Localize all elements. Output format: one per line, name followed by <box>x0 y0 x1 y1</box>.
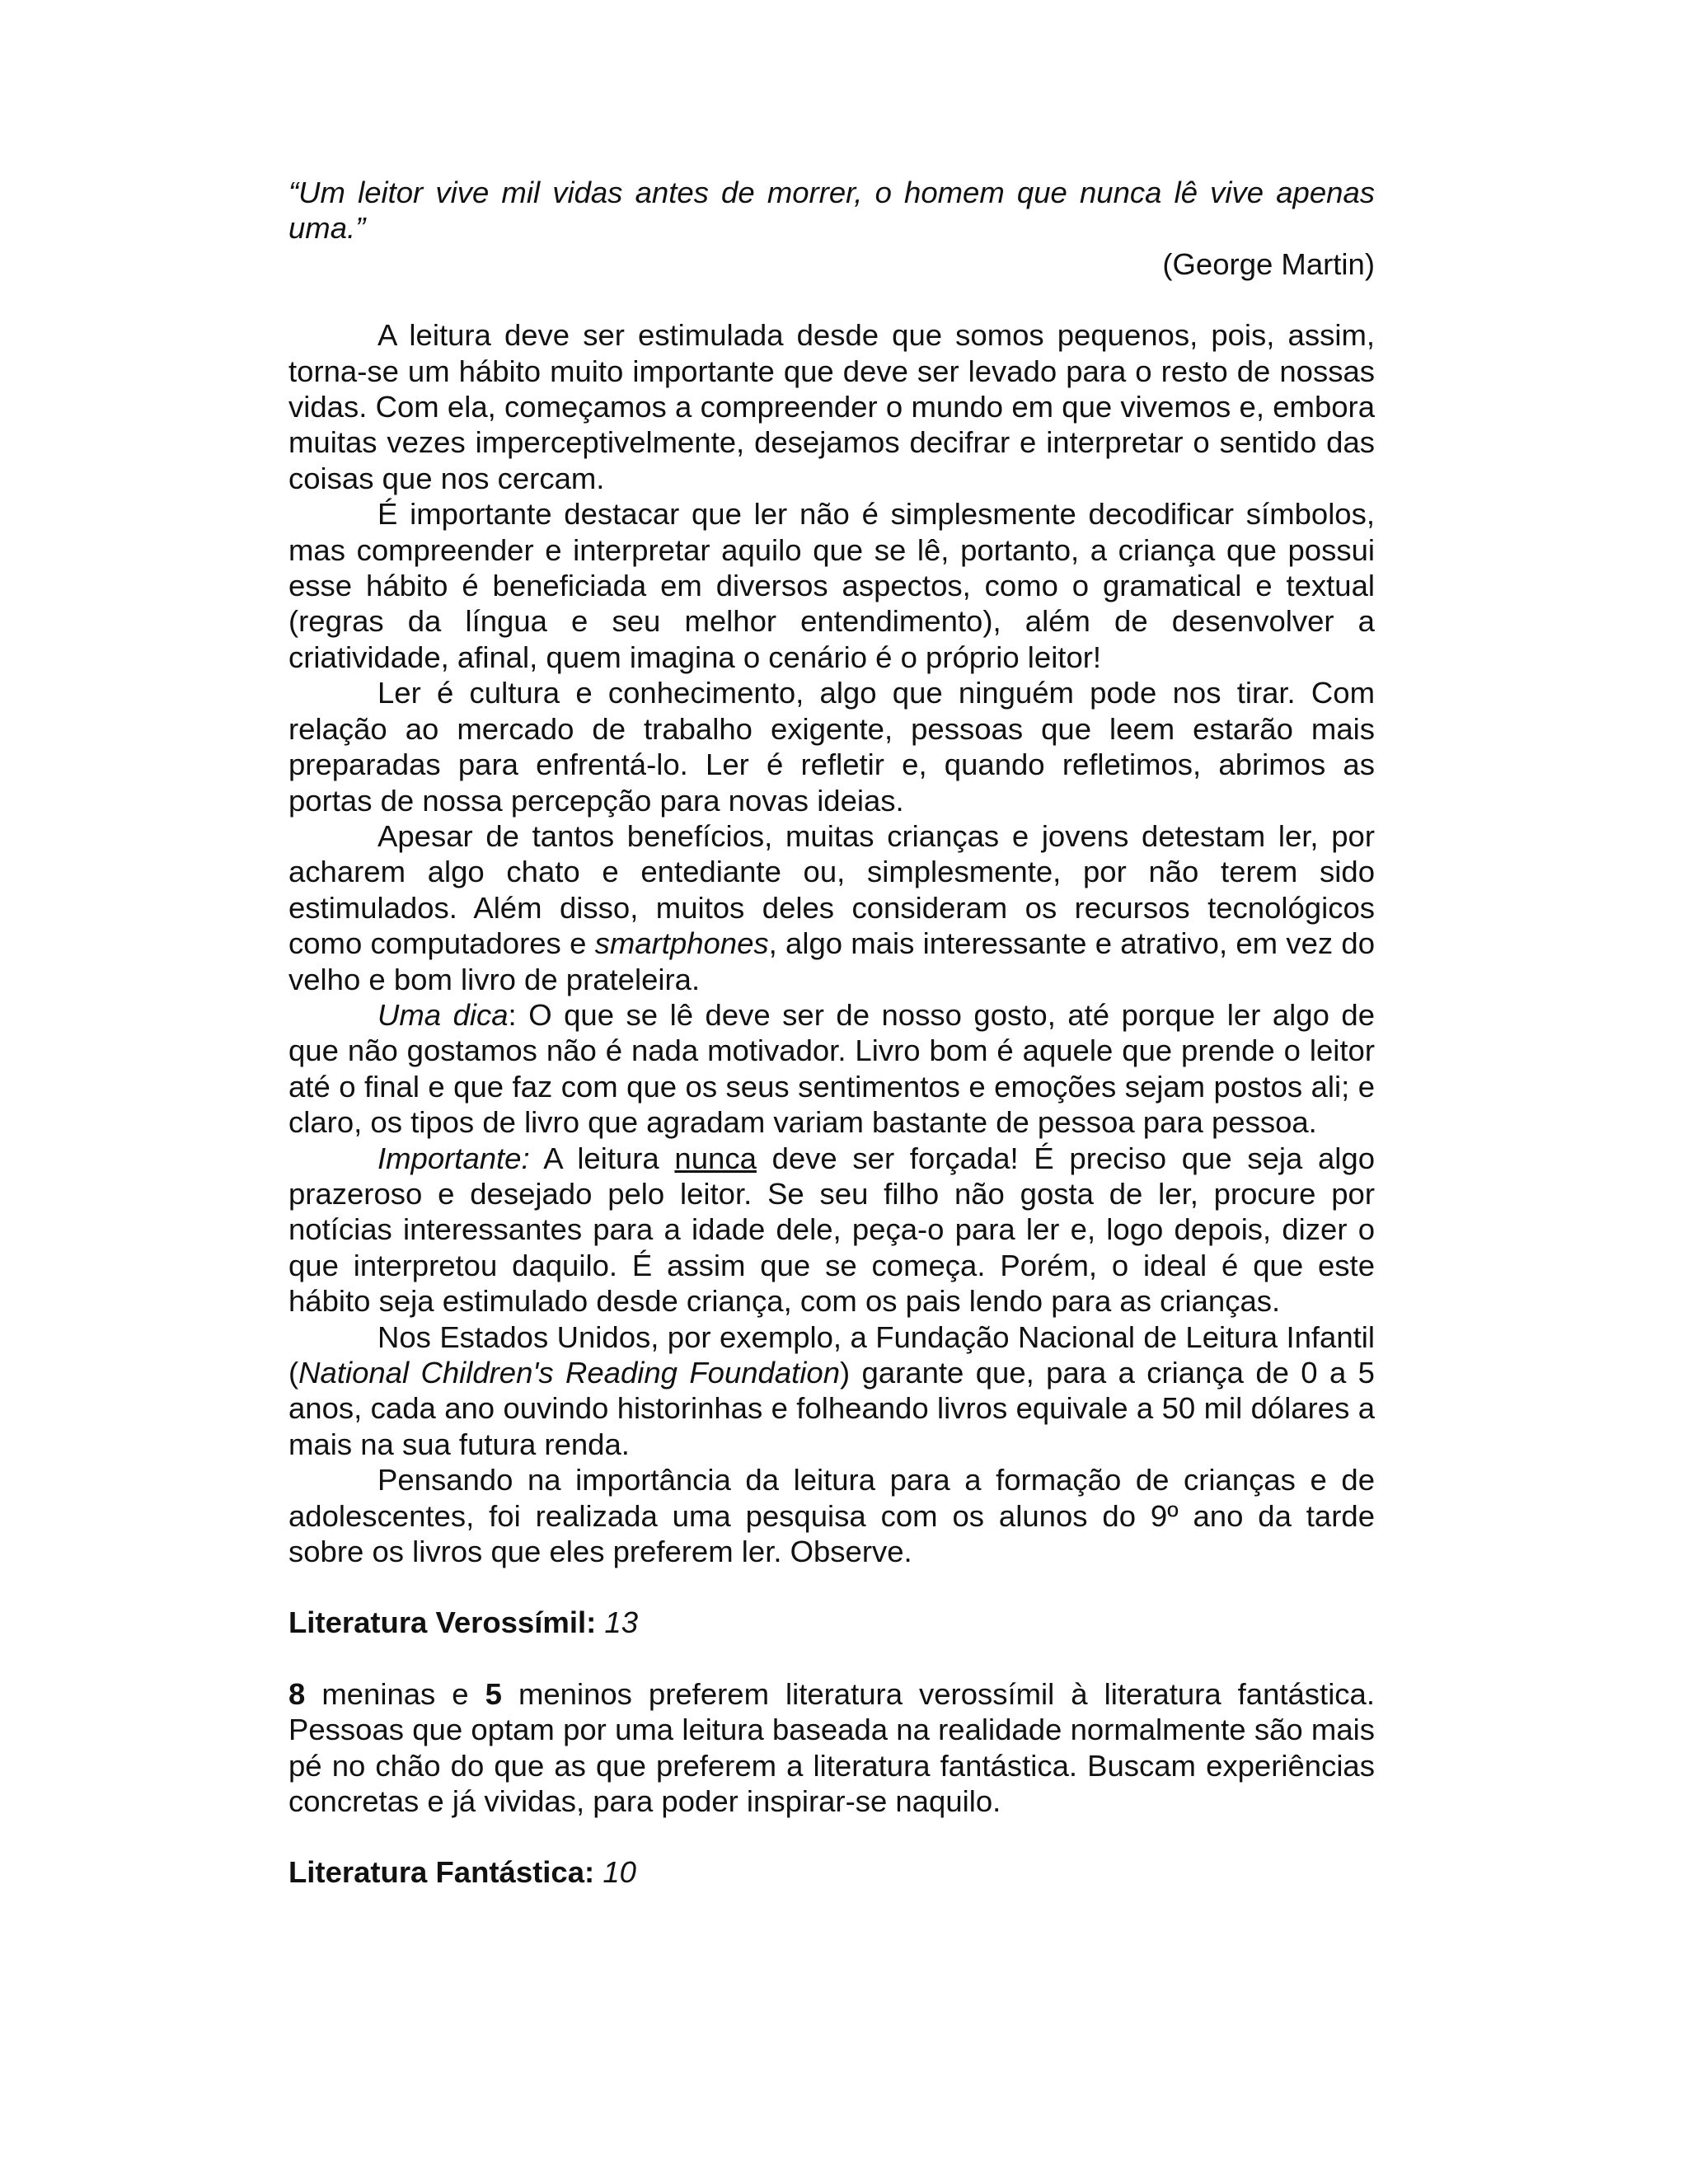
important-text-end: deve ser forçada! É preciso que seja algo prazeroso e desejado pelo leitor. Se seu filho não gosta de ler, procure por notícias interessantes para a idade dele, peça-o para ler e, logo depois, dizer o que interpretou daquilo. É assim que se começa. Porém, o ideal é que este hábito seja estimulado desde criança, com os pais lendo para as crianças. <box>288 1141 1375 1319</box>
never-emphasis: nunca <box>674 1141 757 1175</box>
boys-count: 5 <box>485 1676 502 1711</box>
paragraph-7 <box>288 1319 1375 1463</box>
verossimil-body: meninos preferem literatura verossímil à literatura fantástica. Pessoas que optam por uma leitura baseada na realidade normalmente são mais pé no chão do que as que preferem a literatura fantástica. Buscam experiências concretas e já vividas, para poder inspirar-se naquilo. <box>288 1676 1375 1819</box>
paragraph-3: Ler é cultura e conhecimento, algo que ninguém pode nos tirar. Com relação ao mercado de trabalho exigente, pessoas que leem estarão mais preparadas para enfrentá-lo. Ler é refletir e, quando refletimos, abrimos as portas de nossa percepção para novas ideias. <box>288 676 1375 818</box>
important-text: A leitura <box>529 1141 675 1175</box>
section-title-fantastica <box>288 1854 1375 1890</box>
verossimil-description <box>288 1676 1375 1820</box>
section-count: 13 <box>604 1605 639 1640</box>
smartphones-term: smartphones <box>594 926 769 961</box>
paragraph-4 <box>288 818 1375 997</box>
tip-label: Uma dica <box>377 997 509 1032</box>
paragraph-2: É importante destacar que ler não é simplesmente decodificar símbolos, mas compreender e interpretar aquilo que se lê, portanto, a criança que possui esse hábito é beneficiada em diversos aspectos, como o gramatical e textual (regras da língua e seu melhor entendimento), além de desenvolver a criatividade, afinal, quem imagina o cenário é o próprio leitor! <box>288 497 1375 674</box>
paragraph-5 <box>288 997 1375 1141</box>
girls-count: 8 <box>288 1676 306 1711</box>
paragraph-6 <box>288 1141 1375 1319</box>
paragraph-8: Pensando na importância da leitura para a formação de crianças e de adolescentes, foi realizada uma pesquisa com os alunos do 9º ano da tarde sobre os livros que eles preferem ler. Observe. <box>288 1463 1375 1569</box>
tip-text: : O que se lê deve ser de nosso gosto, até porque ler algo de que não gostamos não é nada motivador. Livro bom é aquele que prende o leitor até o final e que faz com que os seus sentimentos e emoções sejam postos ali; e claro, os tipos de livro que agradam variam bastante de pessoa para pessoa. <box>288 997 1375 1140</box>
girls-text: meninas e <box>305 1676 485 1711</box>
section-title-verossimil <box>288 1605 1375 1640</box>
paragraph-4-text: Apesar de tantos benefícios, muitas crianças e jovens detestam ler, por acharem algo chato e entediante ou, simplesmente, por não terem sido estimulados. Além disso, muitos deles consideram os recursos tecnológicos como computadores e <box>288 818 1375 961</box>
section-label: Literatura Fantástica: <box>288 1855 595 1890</box>
epigraph-author: (George Martin) <box>1162 246 1375 281</box>
important-label: Importante: <box>377 1141 530 1175</box>
epigraph-quote: “Um leitor vive mil vidas antes de morrer, o homem que nunca lê vive apenas uma.” <box>288 176 1375 246</box>
section-label: Literatura Verossímil: <box>288 1605 597 1640</box>
paragraph-7-text-end: ) garante que, para a criança de 0 a 5 anos, cada ano ouvindo historinhas e folheando livros equivale a 50 mil dólares a mais na sua futura renda. <box>288 1356 1375 1461</box>
foundation-name: National Children's Reading Foundation <box>298 1356 840 1390</box>
paragraph-4-text-end: , algo mais interessante e atrativo, em vez do velho e bom livro de prateleira. <box>288 926 1376 996</box>
paragraph-7-text: Nos Estados Unidos, por exemplo, a Fundação Nacional de Leitura Infantil ( <box>288 1319 1375 1390</box>
document-body <box>288 175 1375 1926</box>
section-count: 10 <box>603 1855 636 1890</box>
paragraph-1: A leitura deve ser estimulada desde que somos pequenos, pois, assim, torna-se um hábito muito importante que deve ser levado para o resto de nossas vidas. Com ela, começamos a compreender o mundo em que vivemos e, embora muitas vezes imperceptivelmente, desejamos decifrar e interpretar o sentido das coisas que nos cercam. <box>288 318 1375 495</box>
